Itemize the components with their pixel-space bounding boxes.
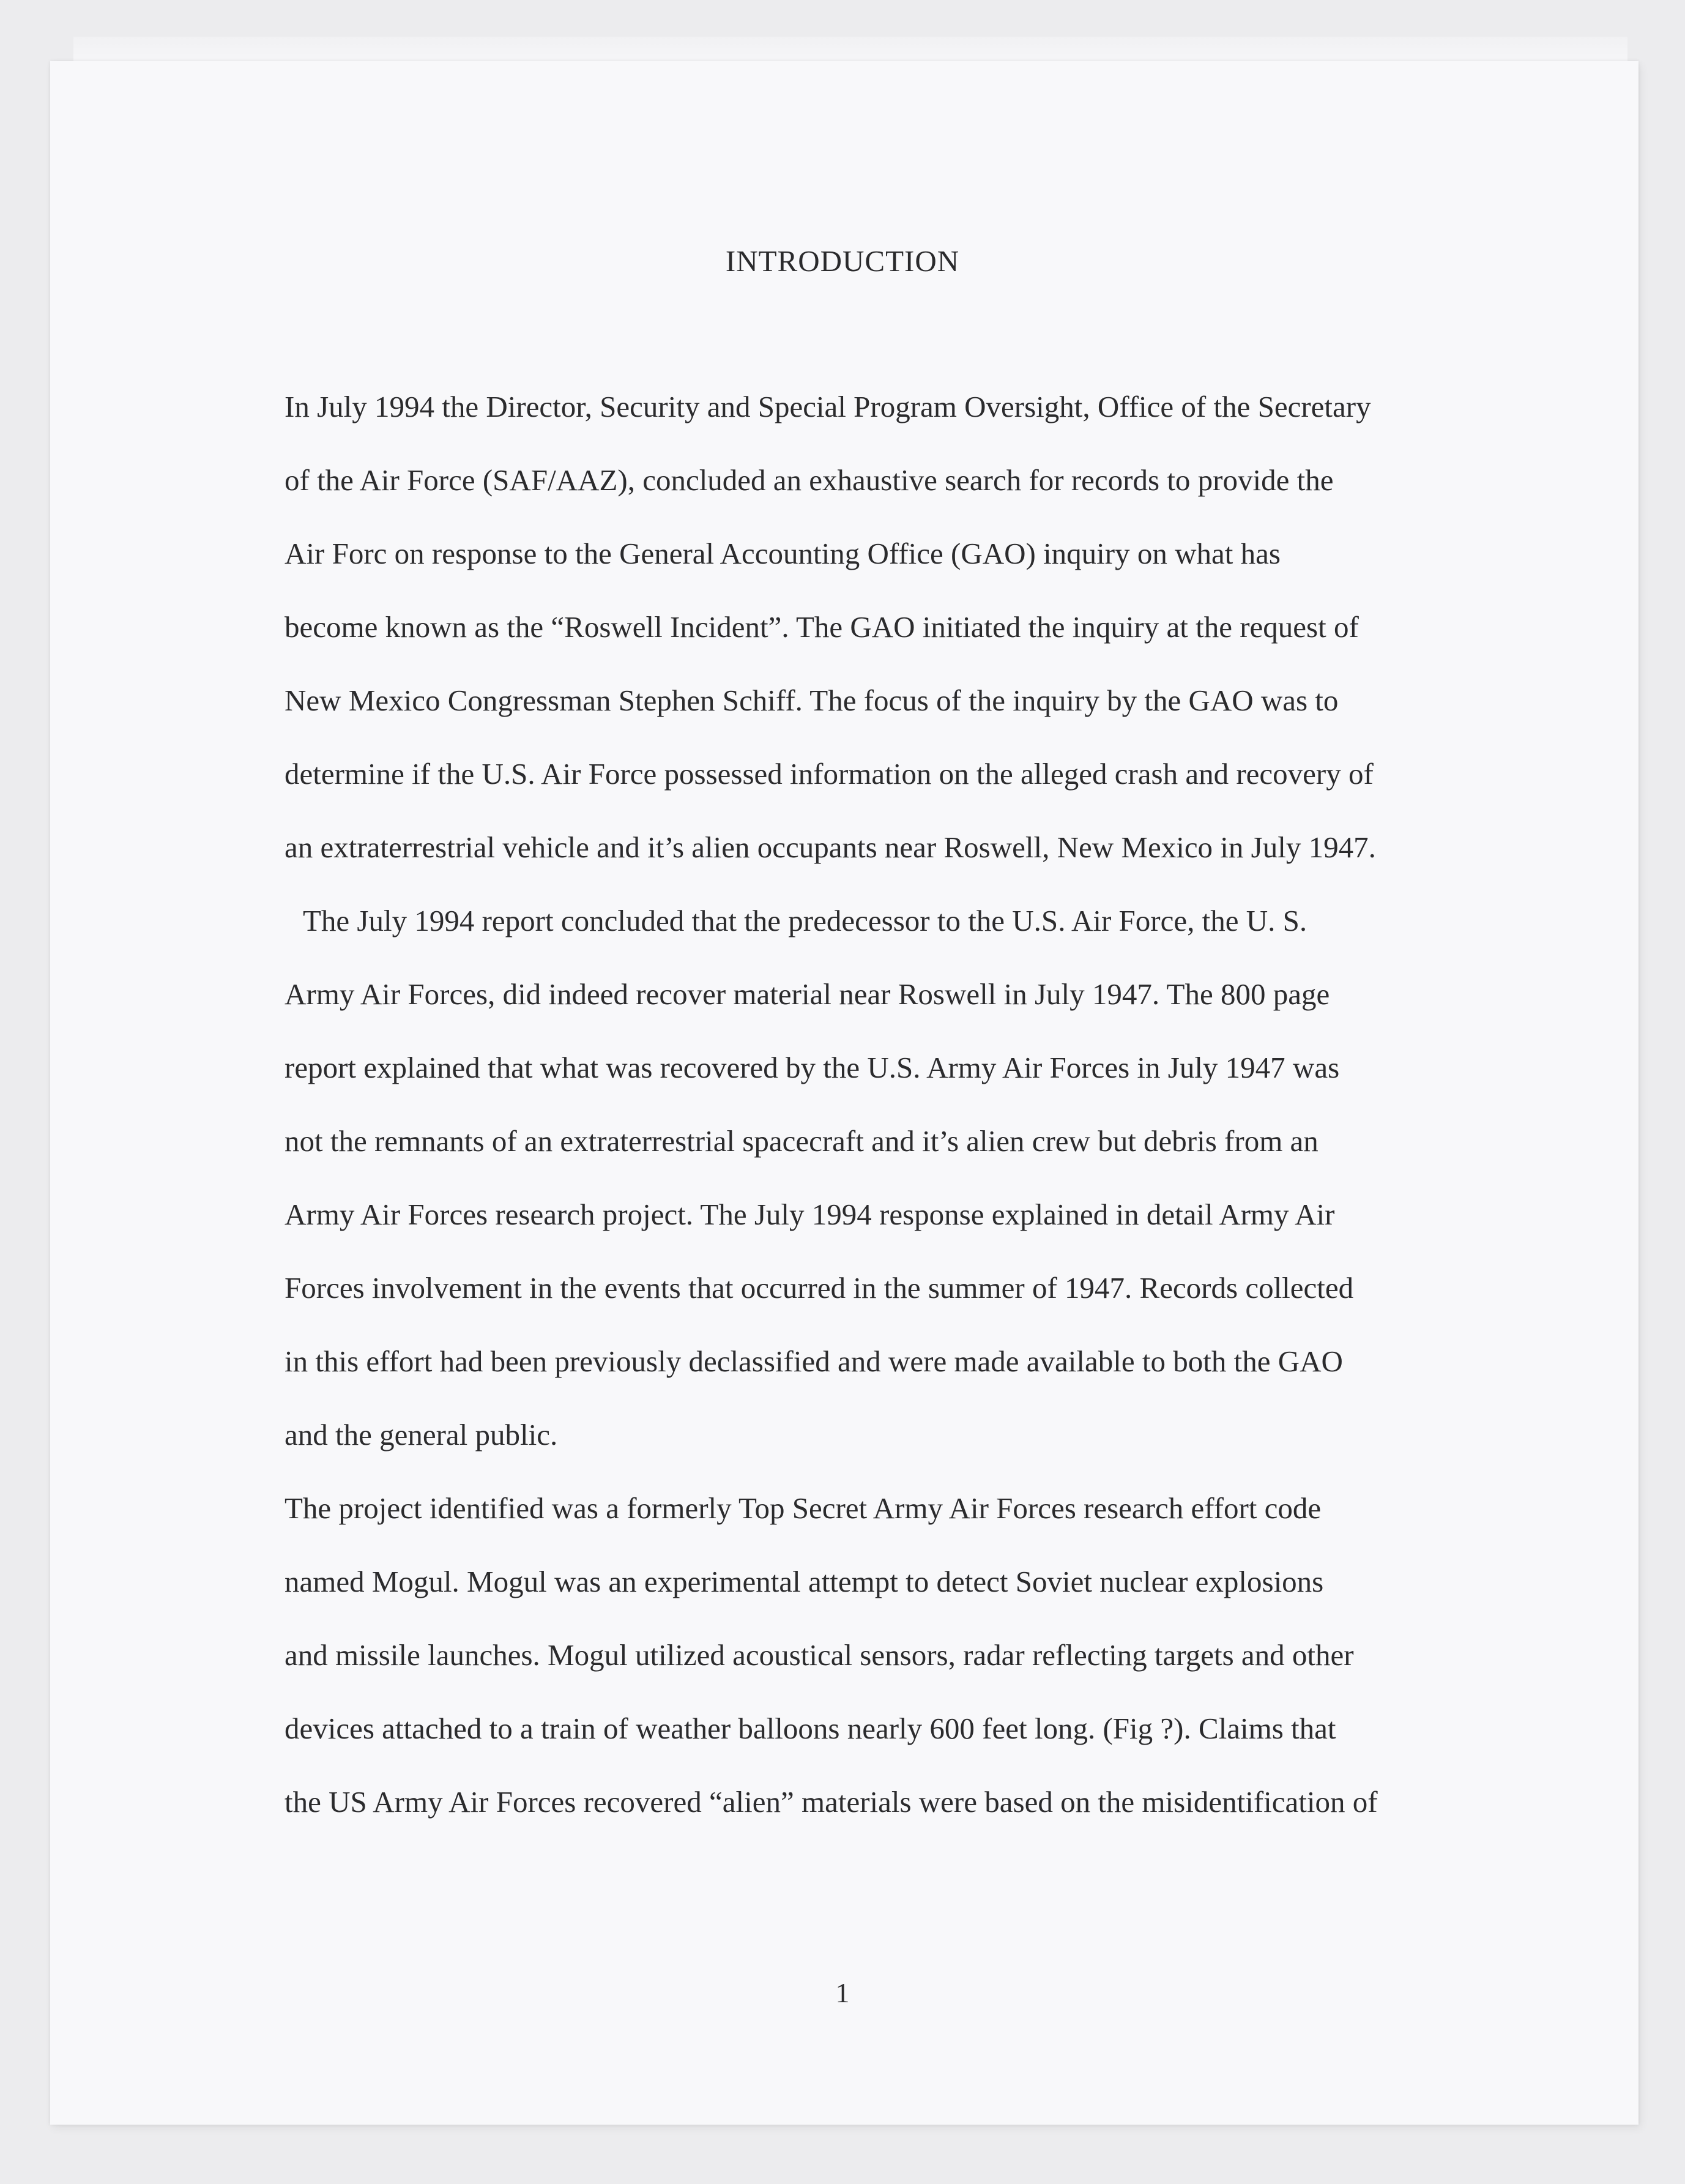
text-line-12: Army Air Forces research project. The July 1994 response explained in detail Army Air xyxy=(285,1198,1335,1231)
text-line-2: of the Air Force (SAF/AAZ), concluded an exhaustive search for records to provide the xyxy=(285,463,1334,497)
page-number: 1 xyxy=(835,1977,850,2008)
text-line-16: The project identified was a formerly Top Secret Army Air Forces research effort code xyxy=(285,1491,1322,1525)
text-line-7: an extraterrestrial vehicle and it’s alien occupants near Roswell, New Mexico in July 1947. xyxy=(285,830,1376,864)
text-line-3: Air Forc on response to the General Accounting Office (GAO) inquiry on what has xyxy=(285,537,1281,570)
text-line-8: The July 1994 report concluded that the predecessor to the U.S. Air Force, the U. S. xyxy=(303,904,1307,937)
text-line-15: and the general public. xyxy=(285,1418,558,1452)
text-line-11: not the remnants of an extraterrestrial spacecraft and it’s alien crew but debris from an xyxy=(285,1124,1319,1158)
text-line-19: devices attached to a train of weather balloons nearly 600 feet long. (Fig ?). Claims that xyxy=(285,1712,1336,1745)
text-line-13: Forces involvement in the events that occurred in the summer of 1947. Records collected xyxy=(285,1271,1354,1305)
text-line-4: become known as the “Roswell Incident”. The GAO initiated the inquiry at the request of xyxy=(285,610,1359,644)
text-line-5: New Mexico Congressman Stephen Schiff. The focus of the inquiry by the GAO was to xyxy=(285,684,1339,717)
text-line-17: named Mogul. Mogul was an experimental attempt to detect Soviet nuclear explosions xyxy=(285,1565,1324,1598)
text-line-18: and missile launches. Mogul utilized acoustical sensors, radar reflecting targets and other xyxy=(285,1638,1354,1672)
text-line-6: determine if the U.S. Air Force possessed information on the alleged crash and recovery of xyxy=(285,757,1374,791)
text-line-20: the US Army Air Forces recovered “alien” materials were based on the misidentification of xyxy=(285,1785,1378,1819)
text-line-10: report explained that what was recovered by the U.S. Army Air Forces in July 1947 was xyxy=(285,1051,1340,1084)
text-line-14: in this effort had been previously declassified and were made available to both the GAO xyxy=(285,1344,1343,1378)
text-line-1: In July 1994 the Director, Security and Special Program Oversight, Office of the Secretary xyxy=(285,390,1371,423)
text-line-9: Army Air Forces, did indeed recover material near Roswell in July 1947. The 800 page xyxy=(285,977,1330,1011)
document-title: INTRODUCTION xyxy=(725,244,960,278)
paper-edge xyxy=(73,37,1627,61)
